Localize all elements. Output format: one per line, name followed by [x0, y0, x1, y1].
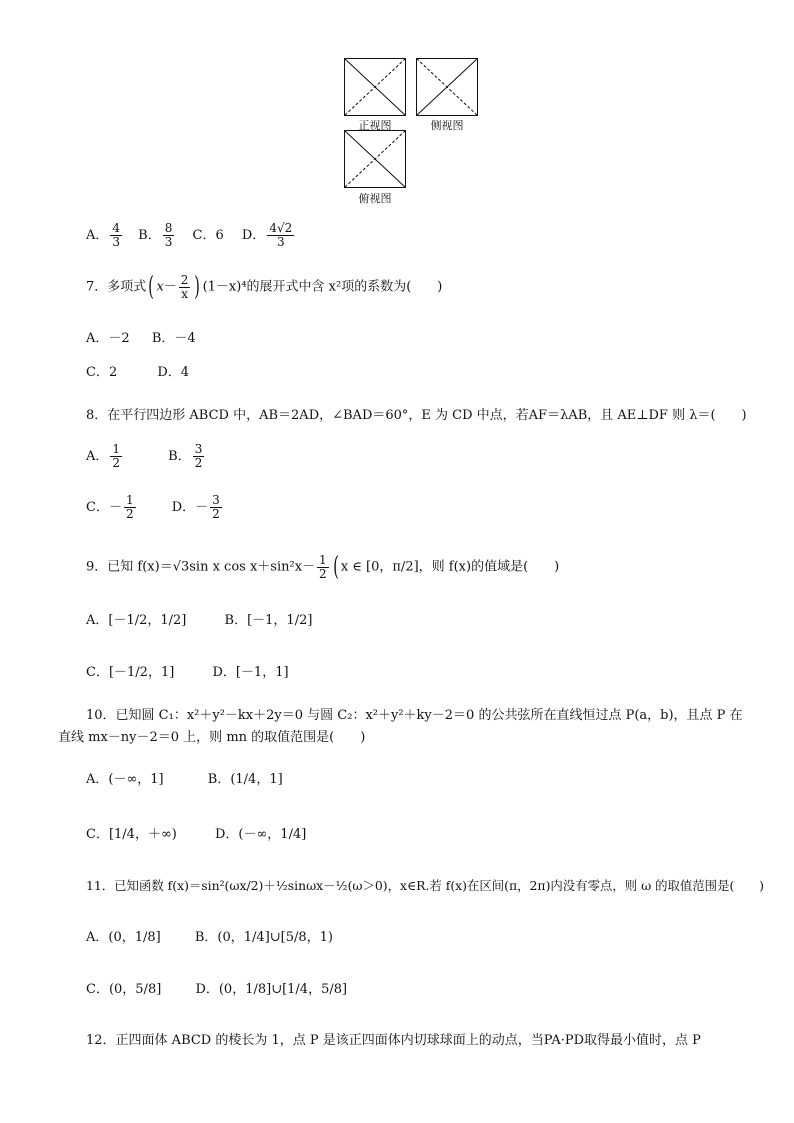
q10-options-row2: [86, 823, 306, 842]
q8-stem: 8．在平行四边形 ABCD 中，AB＝2AD，∠BAD＝60°，E 为 CD 中点，若AF＝λAB，且 AE⊥DF 则 λ＝( ): [86, 408, 747, 423]
q6-options: [86, 222, 296, 248]
q6-option-b[interactable]: B． $\frac{8}{3}$: [138, 221, 173, 249]
q11-option-a[interactable]: A．(0，1/8]: [86, 930, 161, 945]
front-view-label: 正视图: [358, 119, 392, 132]
q8-options-row2: [86, 494, 224, 520]
q7-stem: 7．多项式( x－ $\frac{2}{x}$ ) (1－x)⁴的展开式中含 x²项的系数为( ): [86, 272, 443, 303]
side-view-diagram: [416, 58, 478, 116]
q10-options-row1: [86, 768, 283, 787]
q7-options-row1: [86, 327, 196, 346]
q11-options-row1: [86, 926, 333, 945]
q11-options-row2: [86, 978, 347, 997]
q7-option-d[interactable]: D．4: [157, 365, 190, 380]
q11-option-d[interactable]: D．(0，1/8]∪[1/4，5/8]: [195, 982, 348, 997]
q10-stem-line2: 直线 mx－ny－2＝0 上，则 mn 的取值范围是( ): [58, 730, 366, 745]
q10-stem-line1: 10．已知圆 C₁：x²＋y²－kx＋2y＝0 与圆 C₂：x²＋y²＋ky－2＝0 的公共弦所在直线恒过点 P(a，b)，且点 P 在: [86, 708, 743, 723]
q8-option-b[interactable]: B． $\frac{3}{2}$: [168, 442, 203, 470]
top-view-label: 俯视图: [358, 192, 392, 205]
side-view-label: 侧视图: [430, 119, 464, 132]
q11-stem: 11．已知函数 f(x)＝sin²(ωx/2)＋½sinωx－½(ω＞0)，x∈R.若 f(x)在区间(π，2π)内没有零点，则 ω 的取值范围是( ): [86, 878, 764, 893]
q8-option-a[interactable]: A． $\frac{1}{2}$: [86, 442, 121, 470]
q6-option-a[interactable]: A． $\frac{4}{3}$: [86, 221, 121, 249]
q7-option-c[interactable]: C．2: [86, 365, 118, 380]
q8-option-d[interactable]: D．－ $\frac{3}{2}$: [171, 493, 220, 521]
q11-option-b[interactable]: B．(0，1/4]∪[5/8，1): [194, 930, 333, 945]
top-view-diagram: [344, 130, 406, 188]
q7-options-row2: [86, 361, 189, 380]
q11-option-c[interactable]: C．(0，5/8]: [86, 982, 162, 997]
q9-option-d[interactable]: D．[－1，1]: [212, 665, 289, 680]
q9-option-c[interactable]: C．[－1/2，1]: [86, 665, 175, 680]
q10-option-a[interactable]: A．(－∞，1]: [86, 772, 164, 787]
q7-option-b[interactable]: B．－4: [151, 331, 196, 346]
front-view-diagram: [344, 58, 406, 116]
q6-option-d[interactable]: D． $\frac{4√2}{3}$: [241, 221, 293, 249]
q8-option-c[interactable]: C．－ $\frac{1}{2}$: [86, 493, 134, 521]
q9-option-a[interactable]: A．[－1/2，1/2]: [86, 613, 187, 628]
q9-options-row1: [86, 609, 312, 628]
q9-option-b[interactable]: B．[－1，1/2]: [224, 613, 313, 628]
q12-stem: 12．正四面体 ABCD 的棱长为 1，点 P 是该正四面体内切球球面上的动点，当PA·PD取得最小值时，点 P: [86, 1033, 701, 1048]
q9-stem: 9．已知 f(x)＝√3sin x cos x＋sin²x－ $\frac{1}{2}$ ( x ∈ [0，π/2]，则 f(x)的值域是( ): [86, 552, 560, 583]
q10-option-d[interactable]: D．(－∞，1/4]: [214, 827, 307, 842]
q10-option-c[interactable]: C．[1/4，＋∞): [86, 827, 177, 842]
q8-options-row1: [86, 443, 206, 469]
three-view-figure: [340, 56, 500, 206]
q10-option-b[interactable]: B．(1/4，1]: [207, 772, 283, 787]
q6-option-c[interactable]: C．6: [192, 227, 224, 243]
q9-options-row2: [86, 661, 289, 680]
q7-option-a[interactable]: A．－2: [86, 331, 130, 346]
